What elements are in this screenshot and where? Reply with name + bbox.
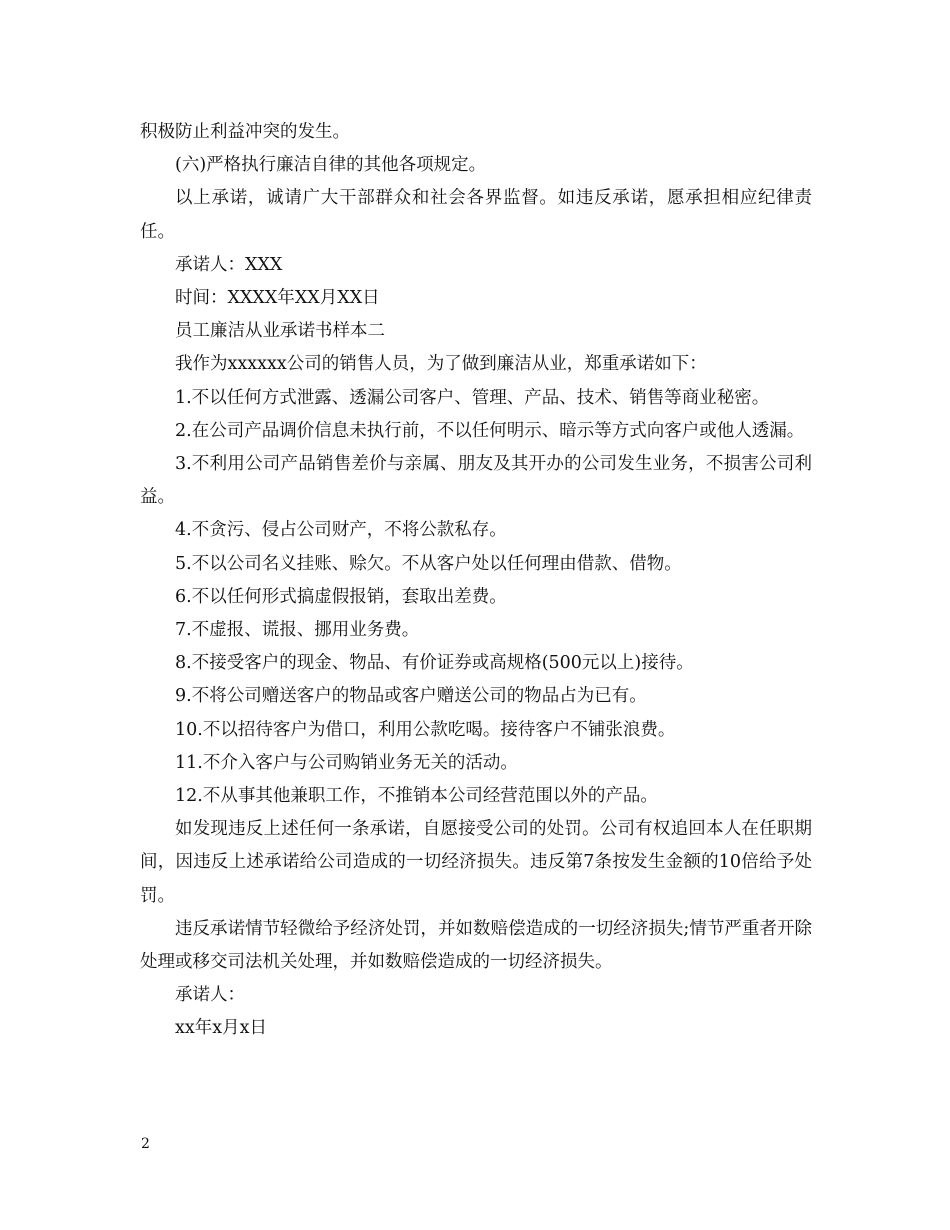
paragraph-item-six: (六)严格执行廉洁自律的其他各项规定。 [175, 155, 487, 176]
list-item-10: 10.不以招待客户为借口，利用公款吃喝。接待客户不铺张浪费。 [175, 719, 676, 740]
list-item-5: 5.不以公司名义挂账、赊欠。不从客户处以任何理由借款、借物。 [175, 553, 682, 574]
paragraph-continuation: 积极防止利益冲突的发生。 [140, 122, 350, 142]
list-item-8: 8.不接受客户的现金、物品、有价证券或高规格(500元以上)接待。 [175, 653, 694, 674]
page-number: 2 [141, 1136, 150, 1152]
list-item-2: 2.在公司产品调价信息未执行前，不以任何明示、暗示等方式向客户或他人透漏。 [175, 420, 805, 441]
date-line-2: xx年x月x日 [175, 1018, 267, 1039]
paragraph-violation: 违反承诺情节轻微给予经济处罚，并如数赔偿造成的一切经济损失;情节严重者开除处理或移交司法机关处理，并如数赔偿造成的一切经济损失。 [140, 918, 812, 973]
list-item-12: 12.不从事其他兼职工作，不推销本公司经营范围以外的产品。 [175, 786, 658, 807]
signer-line: 承诺人：XXX [175, 254, 283, 275]
signer-line-2: 承诺人： [175, 985, 245, 1006]
list-item-3: 3.不利用公司产品销售差价与亲属、朋友及其开办的公司发生业务，不损害公司利益。 [140, 454, 812, 508]
list-item-4: 4.不贪污、侵占公司财产，不将公款私存。 [175, 520, 507, 541]
date-line: 时间：XXXX年XX月XX日 [175, 288, 380, 309]
list-item-7: 7.不虚报、谎报、挪用业务费。 [175, 620, 420, 641]
document-body [140, 116, 812, 1046]
list-item-11: 11.不介入客户与公司购销业务无关的活动。 [175, 752, 518, 773]
list-item-1: 1.不以任何方式泄露、透漏公司客户、管理、产品、技术、销售等商业秘密。 [175, 387, 770, 408]
list-item-9: 9.不将公司赠送客户的物品或客户赠送公司的物品占为已有。 [175, 686, 647, 707]
paragraph-penalty: 如发现违反上述任何一条承诺，自愿接受公司的处罚。公司有权追回本人在任职期间，因违反上述承诺给公司造成的一切经济损失。违反第7条按发生金额的10倍给予处罚。 [140, 819, 812, 906]
section-title: 员工廉洁从业承诺书样本二 [175, 321, 385, 342]
list-item-6: 6.不以任何形式搞虚假报销，套取出差费。 [175, 586, 507, 607]
paragraph-intro: 我作为xxxxxx公司的销售人员，为了做到廉洁从业，郑重承诺如下： [175, 354, 707, 375]
paragraph-supervision: 以上承诺，诚请广大干部群众和社会各界监督。如违反承诺，愿承担相应纪律责任。 [140, 188, 812, 242]
